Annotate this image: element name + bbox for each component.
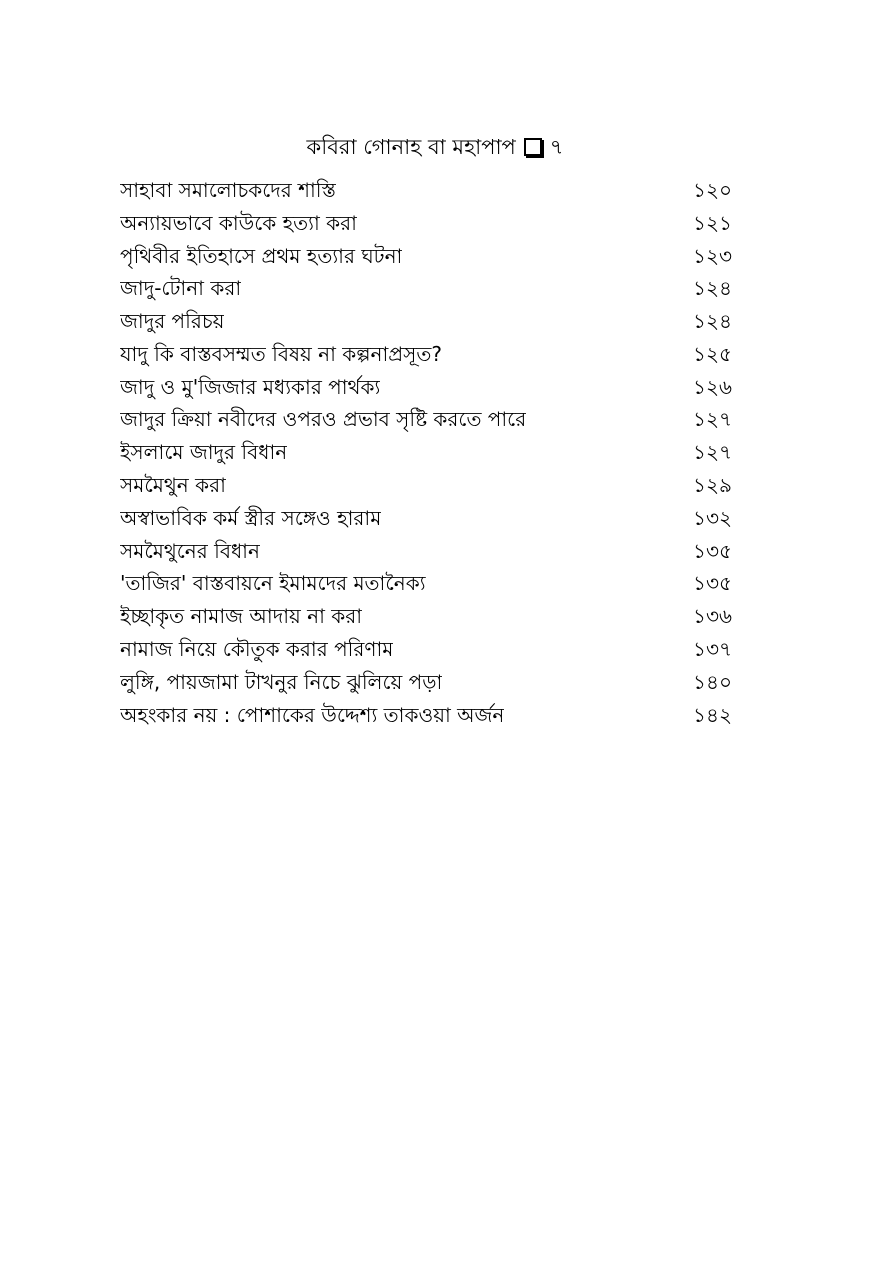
toc-entry bbox=[120, 340, 732, 373]
toc-entry bbox=[120, 570, 732, 603]
toc-entry-title: অন্যায়ভাবে কাউকে হত্যা করা bbox=[120, 210, 357, 235]
toc-entry-title: জাদু ও মু'জিজার মধ্যকার পার্থক্য bbox=[120, 374, 381, 399]
toc-entry-page-number: ১২৭ bbox=[693, 407, 732, 432]
toc-entry-title: পৃথিবীর ইতিহাসে প্রথম হত্যার ঘটনা bbox=[120, 243, 403, 268]
toc-entry bbox=[120, 307, 732, 340]
toc-entry-page-number: ১৩৫ bbox=[693, 571, 732, 596]
toc-entry-page-number: ১২৭ bbox=[693, 440, 732, 465]
toc-entry-page-number: ১২১ bbox=[693, 210, 732, 235]
toc-entry-title: জাদুর পরিচয় bbox=[120, 309, 225, 334]
toc-entry-page-number: ১৩৭ bbox=[693, 637, 732, 662]
toc-entry bbox=[120, 406, 732, 439]
toc-entry-title: ইসলামে জাদুর বিধান bbox=[120, 440, 288, 465]
toc-entry-page-number: ১৪২ bbox=[693, 702, 732, 727]
toc-entry bbox=[120, 668, 732, 701]
toc-entry bbox=[120, 438, 732, 471]
toc-entry bbox=[120, 373, 732, 406]
toc-entry bbox=[120, 176, 732, 209]
square-bullet-icon bbox=[524, 138, 542, 156]
toc-entry-page-number: ১২৪ bbox=[693, 276, 732, 301]
toc-entry-title: সাহাবা সমালোচকদের শাস্তি bbox=[120, 177, 336, 202]
toc-entry-page-number: ১৩৬ bbox=[693, 604, 732, 629]
toc-entry-title: যাদু কি বাস্তবসম্মত বিষয় না কল্পনাপ্রসূত? bbox=[120, 341, 443, 366]
toc-entry bbox=[120, 701, 732, 734]
toc-entry-title: নামাজ নিয়ে কৌতুক করার পরিণাম bbox=[120, 637, 394, 662]
toc-entry-title: 'তাজির' বাস্তবায়নে ইমামদের মতানৈক্য bbox=[120, 571, 426, 596]
toc-entry-page-number: ১২৩ bbox=[693, 243, 732, 268]
toc-entry-page-number: ১৩৫ bbox=[693, 538, 732, 563]
table-of-contents bbox=[120, 176, 732, 734]
toc-entry bbox=[120, 242, 732, 275]
toc-entry-page-number: ১২৬ bbox=[693, 374, 732, 399]
toc-entry bbox=[120, 602, 732, 635]
header-page-number: ৭ bbox=[549, 135, 564, 159]
book-title: কবিরা গোনাহ বা মহাপাপ bbox=[306, 135, 516, 159]
toc-entry-page-number: ১২০ bbox=[693, 177, 732, 202]
toc-entry-title: সমমৈথুনের বিধান bbox=[120, 538, 260, 563]
running-header bbox=[0, 132, 870, 162]
toc-entry-title: সমমৈথুন করা bbox=[120, 473, 226, 498]
toc-entry bbox=[120, 471, 732, 504]
toc-entry-page-number: ১২৫ bbox=[693, 341, 732, 366]
toc-entry-title: ইচ্ছাকৃত নামাজ আদায় না করা bbox=[120, 604, 363, 629]
toc-entry-page-number: ১৪০ bbox=[693, 669, 732, 694]
toc-entry bbox=[120, 209, 732, 242]
toc-entry bbox=[120, 274, 732, 307]
toc-entry-page-number: ১৩২ bbox=[693, 505, 732, 530]
toc-entry-title: জাদুর ক্রিয়া নবীদের ওপরও প্রভাব সৃষ্টি করতে পারে bbox=[120, 407, 527, 432]
toc-entry-page-number: ১২৯ bbox=[693, 473, 732, 498]
toc-entry-title: লুঙ্গি, পায়জামা টাখনুর নিচে ঝুলিয়ে পড়া bbox=[120, 669, 443, 694]
toc-entry bbox=[120, 504, 732, 537]
toc-entry bbox=[120, 537, 732, 570]
toc-entry-title: অস্বাভাবিক কর্ম স্ত্রীর সঙ্গেও হারাম bbox=[120, 505, 382, 530]
toc-entry-title: জাদু-টোনা করা bbox=[120, 276, 242, 301]
toc-entry-title: অহংকার নয় : পোশাকের উদ্দেশ্য তাকওয়া অর্জন bbox=[120, 702, 505, 727]
toc-entry-page-number: ১২৪ bbox=[693, 309, 732, 334]
toc-entry bbox=[120, 635, 732, 668]
